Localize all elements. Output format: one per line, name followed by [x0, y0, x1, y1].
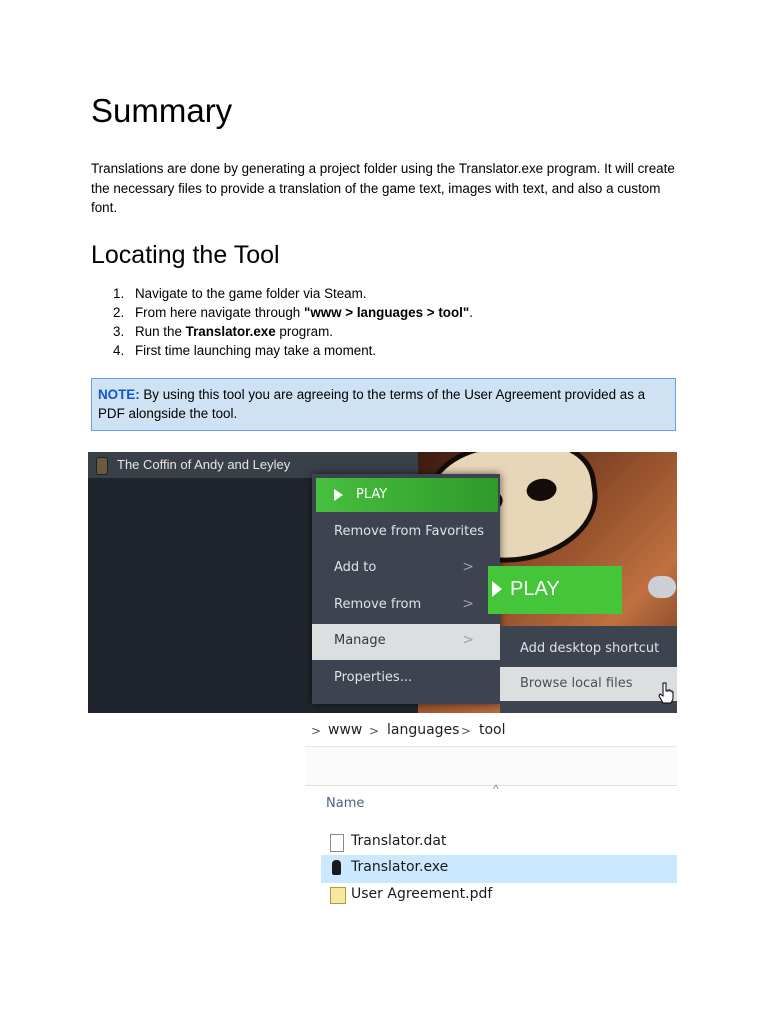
chevron-right-icon: > [311, 724, 322, 738]
breadcrumb-item[interactable]: tool [479, 722, 506, 738]
step-number: 3. [113, 324, 125, 339]
big-play-label: PLAY [510, 578, 560, 600]
menu-item-remove-from[interactable] [312, 588, 500, 624]
breadcrumb-item[interactable]: languages [387, 722, 460, 738]
breadcrumb-item[interactable]: www [328, 722, 363, 738]
chevron-right-icon: > [369, 724, 380, 738]
step-text: From here navigate through [135, 305, 304, 320]
file-row[interactable] [321, 829, 677, 857]
chevron-right-icon: > [462, 559, 474, 575]
step-path: "www > languages > tool" [303, 305, 470, 320]
file-row-selected[interactable] [321, 855, 677, 883]
submenu-item-add-shortcut[interactable] [500, 632, 677, 666]
menu-item-label: Remove from [334, 597, 422, 612]
submenu-item-browse-local-files[interactable] [500, 667, 677, 701]
play-icon [334, 489, 343, 501]
note-label: NOTE: [98, 387, 140, 402]
explorer-toolbar [305, 747, 677, 786]
submenu-item-label: Add desktop shortcut [520, 641, 660, 656]
menu-item-add-to[interactable] [312, 551, 500, 587]
list-item [91, 284, 473, 303]
step-number: 2. [113, 305, 125, 320]
file-row[interactable] [321, 882, 677, 910]
manage-submenu [500, 626, 677, 713]
section-heading: Locating the Tool [91, 241, 280, 269]
menu-item-label: Remove from Favorites [334, 524, 484, 539]
step-text: First time launching may take a moment. [135, 343, 377, 358]
note-box [91, 378, 676, 431]
step-text: Navigate to the game folder via Steam. [135, 286, 367, 301]
file-name: Translator.dat [351, 833, 447, 849]
step-text: . [469, 305, 473, 320]
eye-shape [525, 477, 558, 503]
note-text: By using this tool you are agreeing to the terms of the User Agreement provided as a PDF alongside the tool. [98, 387, 646, 421]
chevron-right-icon: > [461, 724, 472, 738]
cloud-status-icon [648, 576, 676, 598]
step-text: program. [275, 324, 334, 339]
hand-cursor-icon [658, 682, 674, 704]
menu-play-button[interactable] [316, 478, 498, 512]
menu-item-label: Add to [334, 560, 377, 575]
chevron-right-icon: > [462, 632, 474, 648]
breadcrumb [305, 716, 677, 747]
menu-item-label: Manage [334, 633, 386, 648]
step-number: 1. [113, 286, 125, 301]
intro-paragraph: Translations are done by generating a project folder using the Translator.exe program. It will create the necessary files to provide a translation of the game text, images with text, and also a custom font. [91, 161, 675, 215]
menu-play-label: PLAY [356, 487, 388, 502]
big-play-button[interactable] [488, 566, 622, 614]
menu-item-remove-favorites[interactable] [312, 515, 500, 551]
sort-caret-icon: ^ [493, 782, 499, 796]
menu-item-label: Properties... [334, 670, 413, 685]
pdf-icon [330, 887, 346, 904]
steps-list [91, 284, 473, 360]
list-item [91, 322, 473, 341]
play-icon [492, 581, 502, 597]
file-name: Translator.exe [351, 859, 449, 875]
game-icon [96, 457, 108, 475]
menu-item-properties[interactable] [312, 661, 500, 697]
file-name: User Agreement.pdf [351, 886, 493, 902]
context-menu [312, 474, 500, 704]
game-title: The Coffin of Andy and Leyley [117, 457, 291, 472]
page-title: Summary [91, 92, 233, 129]
step-text: Run the [135, 324, 186, 339]
menu-item-manage[interactable] [312, 624, 500, 660]
chevron-right-icon: > [462, 596, 474, 612]
step-program: Translator.exe [185, 324, 276, 339]
submenu-item-label: Browse local files [520, 676, 633, 691]
list-item [91, 341, 473, 360]
step-number: 4. [113, 343, 125, 358]
steam-screenshot [88, 452, 677, 713]
column-header-name[interactable]: Name [326, 796, 365, 811]
document-icon [330, 834, 344, 852]
list-item [91, 303, 473, 322]
exe-icon [332, 860, 341, 875]
explorer-screenshot [305, 716, 677, 912]
